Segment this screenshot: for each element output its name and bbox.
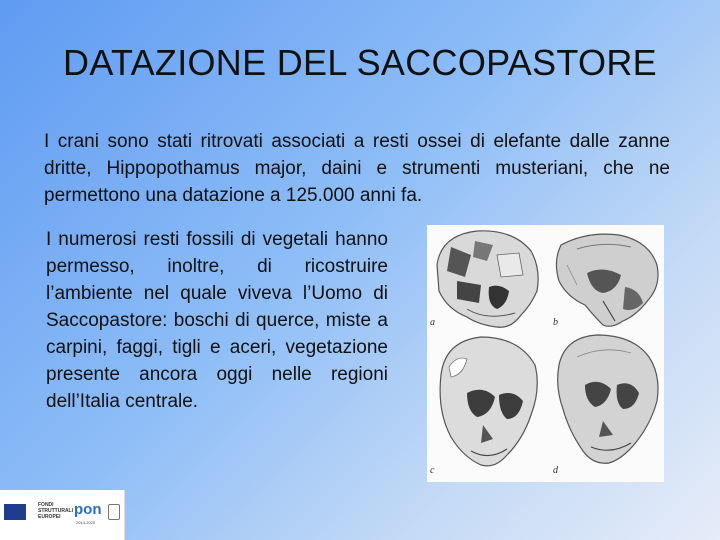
italian-emblem-icon: [108, 504, 120, 520]
skull-c: [440, 337, 537, 466]
pon-subtitle: 2014-2020: [76, 520, 96, 525]
eu-flag-icon: [4, 504, 26, 520]
skull-a: [437, 231, 538, 327]
skull-label-a: a: [430, 317, 435, 328]
funding-logo-strip: [0, 490, 125, 540]
environment-paragraph: I numerosi resti fossili di vegetali hanno permesso, inoltre, di ricostruire l’ambiente nel quale viveva l’Uomo di Saccopastore: boschi di querce, miste a carpini, faggi, tigli e aceri, vegetazione presente ancora oggi nelle regioni dell’Italia centrale.: [46, 229, 388, 412]
skull-b: [556, 234, 658, 326]
skull-label-b: b: [553, 317, 558, 328]
pon-logo: pon: [74, 501, 102, 518]
skull-label-c: c: [430, 465, 435, 476]
skulls-illustration: [427, 225, 664, 482]
slide-title: DATAZIONE DEL SACCOPASTORE: [63, 42, 657, 83]
intro-paragraph: I crani sono stati ritrovati associati a resti ossei di elefante dalle zanne dritte, Hippopothamus major, daini e strumenti musteriani, che ne permettono una datazione a 125.000 anni fa.: [44, 131, 670, 206]
fondi-strutturali-logo: FONDI STRUTTURALI EUROPEI: [38, 502, 73, 520]
skull-d: [558, 335, 658, 463]
skulls-figure: [427, 225, 664, 482]
skull-label-d: d: [553, 465, 558, 476]
